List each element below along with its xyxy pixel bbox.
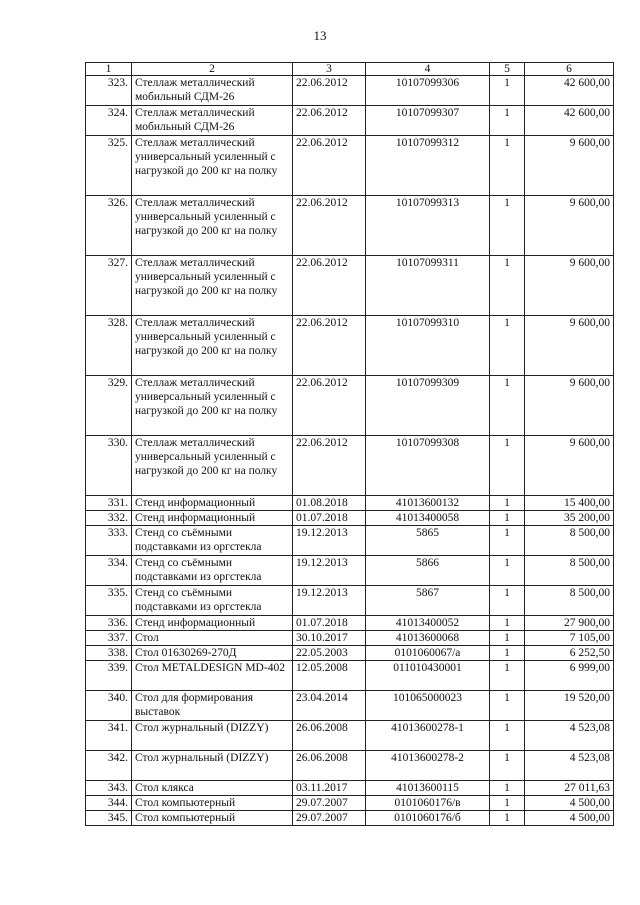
table-row (86, 496, 614, 511)
cell-name: Стеллаж металлический универсальный усиленный с нагрузкой до 200 кг на полку (132, 436, 293, 496)
cell-date: 01.07.2018 (293, 616, 366, 631)
cell-number: 342. (86, 751, 132, 781)
cell-number: 330. (86, 436, 132, 496)
cell-price: 35 200,00 (525, 511, 614, 526)
table-row (86, 136, 614, 196)
cell-name: Стол для формирования выставок (132, 691, 293, 721)
cell-date: 22.06.2012 (293, 76, 366, 106)
table-row (86, 196, 614, 256)
cell-date: 30.10.2017 (293, 631, 366, 646)
cell-quantity: 1 (490, 436, 525, 496)
cell-inventory-number: 10107099308 (366, 436, 490, 496)
cell-quantity: 1 (490, 811, 525, 826)
cell-price: 8 500,00 (525, 556, 614, 586)
cell-inventory-number: 41013400058 (366, 511, 490, 526)
cell-quantity: 1 (490, 106, 525, 136)
cell-number: 324. (86, 106, 132, 136)
table-row (86, 556, 614, 586)
cell-inventory-number: 10107099312 (366, 136, 490, 196)
cell-date: 29.07.2007 (293, 811, 366, 826)
cell-price: 9 600,00 (525, 256, 614, 316)
cell-name: Стенд информационный (132, 511, 293, 526)
cell-number: 340. (86, 691, 132, 721)
cell-date: 26.06.2008 (293, 751, 366, 781)
cell-price: 9 600,00 (525, 436, 614, 496)
table-row (86, 811, 614, 826)
table-row (86, 631, 614, 646)
cell-date: 22.05.2003 (293, 646, 366, 661)
cell-quantity: 1 (490, 76, 525, 106)
cell-name: Стеллаж металлический универсальный усиленный с нагрузкой до 200 кг на полку (132, 256, 293, 316)
cell-name: Стеллаж металлический универсальный усиленный с нагрузкой до 200 кг на полку (132, 376, 293, 436)
cell-date: 22.06.2012 (293, 106, 366, 136)
cell-number: 326. (86, 196, 132, 256)
cell-date: 19.12.2013 (293, 526, 366, 556)
table-row (86, 256, 614, 316)
cell-date: 12.05.2008 (293, 661, 366, 691)
cell-date: 19.12.2013 (293, 556, 366, 586)
column-header: 1 (86, 63, 132, 76)
cell-quantity: 1 (490, 721, 525, 751)
cell-name: Стеллаж металлический мобильный СДМ-26 (132, 106, 293, 136)
cell-date: 19.12.2013 (293, 586, 366, 616)
cell-price: 4 523,08 (525, 751, 614, 781)
cell-inventory-number: 0101060067/а (366, 646, 490, 661)
table-row (86, 316, 614, 376)
cell-name: Стол журнальный (DIZZY) (132, 751, 293, 781)
cell-price: 6 999,00 (525, 661, 614, 691)
cell-number: 329. (86, 376, 132, 436)
column-header: 3 (293, 63, 366, 76)
cell-quantity: 1 (490, 136, 525, 196)
cell-name: Стол клякса (132, 781, 293, 796)
cell-date: 22.06.2012 (293, 376, 366, 436)
cell-number: 344. (86, 796, 132, 811)
cell-price: 8 500,00 (525, 586, 614, 616)
cell-number: 345. (86, 811, 132, 826)
cell-name: Стеллаж металлический универсальный усиленный с нагрузкой до 200 кг на полку (132, 136, 293, 196)
cell-price: 4 500,00 (525, 811, 614, 826)
cell-date: 22.06.2012 (293, 316, 366, 376)
cell-price: 9 600,00 (525, 376, 614, 436)
cell-name: Стенд со съёмными подставками из оргстекла (132, 526, 293, 556)
cell-price: 42 600,00 (525, 76, 614, 106)
cell-quantity: 1 (490, 196, 525, 256)
cell-date: 29.07.2007 (293, 796, 366, 811)
cell-price: 7 105,00 (525, 631, 614, 646)
cell-inventory-number: 41013400052 (366, 616, 490, 631)
cell-inventory-number: 41013600278-2 (366, 751, 490, 781)
table-row (86, 646, 614, 661)
cell-date: 03.11.2017 (293, 781, 366, 796)
cell-price: 8 500,00 (525, 526, 614, 556)
cell-quantity: 1 (490, 511, 525, 526)
cell-date: 22.06.2012 (293, 136, 366, 196)
cell-price: 9 600,00 (525, 316, 614, 376)
column-header: 2 (132, 63, 293, 76)
cell-name: Стеллаж металлический универсальный усиленный с нагрузкой до 200 кг на полку (132, 316, 293, 376)
column-header: 6 (525, 63, 614, 76)
cell-inventory-number: 10107099310 (366, 316, 490, 376)
cell-inventory-number: 10107099306 (366, 76, 490, 106)
cell-inventory-number: 0101060176/в (366, 796, 490, 811)
cell-name: Стол (132, 631, 293, 646)
cell-number: 332. (86, 511, 132, 526)
cell-date: 22.06.2012 (293, 256, 366, 316)
cell-quantity: 1 (490, 496, 525, 511)
cell-price: 27 011,63 (525, 781, 614, 796)
cell-name: Стеллаж металлический мобильный СДМ-26 (132, 76, 293, 106)
column-header: 5 (490, 63, 525, 76)
cell-name: Стенд информационный (132, 496, 293, 511)
cell-price: 19 520,00 (525, 691, 614, 721)
page-number: 13 (313, 28, 327, 43)
table-row (86, 376, 614, 436)
cell-quantity: 1 (490, 616, 525, 631)
cell-number: 334. (86, 556, 132, 586)
cell-number: 337. (86, 631, 132, 646)
cell-inventory-number: 10107099311 (366, 256, 490, 316)
cell-number: 336. (86, 616, 132, 631)
cell-quantity: 1 (490, 631, 525, 646)
cell-inventory-number: 41013600115 (366, 781, 490, 796)
inventory-table (85, 62, 614, 826)
cell-number: 327. (86, 256, 132, 316)
cell-inventory-number: 5865 (366, 526, 490, 556)
table-row (86, 781, 614, 796)
cell-number: 323. (86, 76, 132, 106)
cell-number: 335. (86, 586, 132, 616)
cell-quantity: 1 (490, 796, 525, 811)
cell-quantity: 1 (490, 376, 525, 436)
table-row (86, 661, 614, 691)
cell-name: Стол METALDESIGN MD-402 (132, 661, 293, 691)
cell-inventory-number: 5867 (366, 586, 490, 616)
column-header: 4 (366, 63, 490, 76)
cell-inventory-number: 41013600068 (366, 631, 490, 646)
cell-price: 15 400,00 (525, 496, 614, 511)
cell-name: Стеллаж металлический универсальный усиленный с нагрузкой до 200 кг на полку (132, 196, 293, 256)
table-row (86, 76, 614, 106)
cell-quantity: 1 (490, 256, 525, 316)
cell-inventory-number: 10107099313 (366, 196, 490, 256)
cell-date: 01.07.2018 (293, 511, 366, 526)
cell-inventory-number: 5866 (366, 556, 490, 586)
cell-inventory-number: 101065000023 (366, 691, 490, 721)
cell-price: 9 600,00 (525, 136, 614, 196)
cell-number: 338. (86, 646, 132, 661)
cell-number: 333. (86, 526, 132, 556)
cell-price: 4 523,08 (525, 721, 614, 751)
cell-quantity: 1 (490, 661, 525, 691)
cell-date: 26.06.2008 (293, 721, 366, 751)
cell-inventory-number: 41013600278-1 (366, 721, 490, 751)
cell-name: Стенд со съёмными подставками из оргстекла (132, 556, 293, 586)
table-row (86, 721, 614, 751)
cell-quantity: 1 (490, 781, 525, 796)
cell-quantity: 1 (490, 526, 525, 556)
cell-number: 341. (86, 721, 132, 751)
cell-name: Стол компьютерный (132, 796, 293, 811)
cell-inventory-number: 0101060176/б (366, 811, 490, 826)
cell-date: 01.08.2018 (293, 496, 366, 511)
cell-name: Стол 01630269-270Д (132, 646, 293, 661)
cell-inventory-number: 41013600132 (366, 496, 490, 511)
cell-date: 22.06.2012 (293, 196, 366, 256)
cell-inventory-number: 10107099309 (366, 376, 490, 436)
cell-quantity: 1 (490, 646, 525, 661)
cell-quantity: 1 (490, 751, 525, 781)
cell-name: Стенд информационный (132, 616, 293, 631)
cell-price: 42 600,00 (525, 106, 614, 136)
cell-price: 6 252,50 (525, 646, 614, 661)
table-row (86, 691, 614, 721)
cell-inventory-number: 10107099307 (366, 106, 490, 136)
cell-quantity: 1 (490, 316, 525, 376)
table-row (86, 511, 614, 526)
cell-name: Стол журнальный (DIZZY) (132, 721, 293, 751)
cell-number: 328. (86, 316, 132, 376)
cell-number: 343. (86, 781, 132, 796)
cell-quantity: 1 (490, 691, 525, 721)
table-row (86, 751, 614, 781)
cell-number: 339. (86, 661, 132, 691)
table-row (86, 586, 614, 616)
table-row (86, 526, 614, 556)
table-row (86, 106, 614, 136)
cell-number: 331. (86, 496, 132, 511)
cell-inventory-number: 011010430001 (366, 661, 490, 691)
cell-name: Стенд со съёмными подставками из оргстекла (132, 586, 293, 616)
cell-name: Стол компьютерный (132, 811, 293, 826)
cell-price: 4 500,00 (525, 796, 614, 811)
cell-price: 27 900,00 (525, 616, 614, 631)
cell-date: 23.04.2014 (293, 691, 366, 721)
table-body (86, 76, 614, 826)
cell-price: 9 600,00 (525, 196, 614, 256)
cell-date: 22.06.2012 (293, 436, 366, 496)
table-row (86, 436, 614, 496)
cell-quantity: 1 (490, 556, 525, 586)
cell-number: 325. (86, 136, 132, 196)
cell-quantity: 1 (490, 586, 525, 616)
header-row (86, 63, 614, 76)
table-row (86, 616, 614, 631)
table-row (86, 796, 614, 811)
